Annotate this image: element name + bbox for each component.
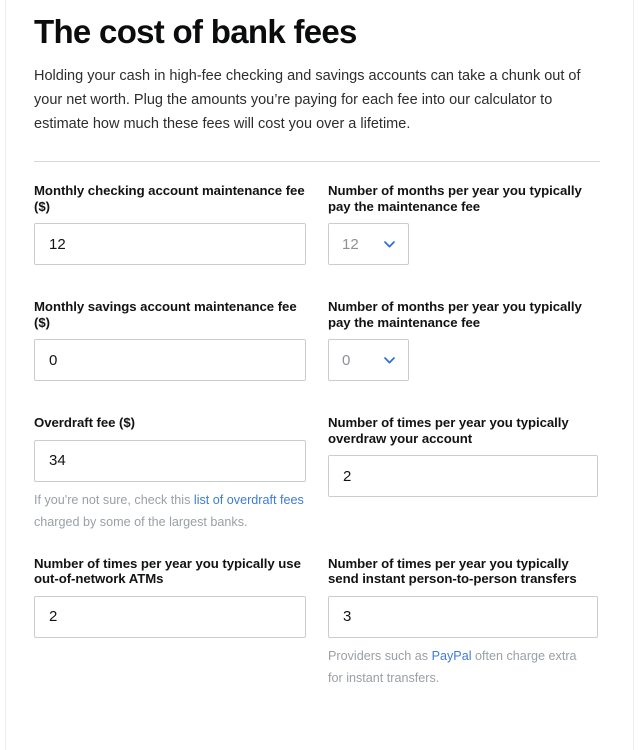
atm-count-input[interactable] [34, 596, 306, 638]
field-label-checking-months: Number of months per year you typically pay the maintenance fee [328, 183, 582, 214]
savings-months-select-wrap [328, 339, 409, 381]
field-savings-fee [34, 299, 306, 381]
overdraft-fee-input[interactable] [34, 440, 306, 482]
form-row-checking [34, 183, 600, 265]
form-row-overdraft [34, 415, 600, 533]
overdraft-helper-text [34, 489, 306, 533]
checking-months-select-wrap [328, 223, 409, 265]
overdraft-fees-link[interactable]: list of overdraft fees [193, 492, 304, 507]
field-label-atm-count: Number of times per year you typically use out-of-network ATMs [34, 555, 301, 586]
field-checking-months [328, 183, 598, 265]
field-label-overdraft-count: Number of times per year you typically overdraw your account [328, 415, 569, 446]
field-label-overdraft-fee: Overdraft fee ($) [34, 415, 136, 430]
p2p-helper-suffix: often charge extra for instant transfers. [328, 648, 577, 685]
p2p-helper-text [328, 645, 590, 689]
field-label-savings-months: Number of months per year you typically pay the maintenance fee [328, 299, 582, 330]
field-label-p2p-count: Number of times per year you typically send instant person-to-person transfers [328, 555, 577, 586]
field-p2p-count [328, 556, 598, 689]
overdraft-helper-suffix: charged by some of the largest banks. [34, 514, 248, 529]
field-label-checking-fee: Monthly checking account maintenance fee ($) [34, 183, 305, 214]
checking-months-select[interactable] [328, 223, 409, 265]
field-atm-count [34, 556, 306, 689]
form-row-atm-p2p [34, 556, 600, 689]
section-divider [34, 161, 600, 162]
page-title: The cost of bank fees [34, 13, 357, 50]
checking-fee-input[interactable] [34, 223, 306, 265]
overdraft-count-input[interactable] [328, 455, 598, 497]
p2p-helper-prefix: Providers such as [328, 648, 432, 663]
field-overdraft-fee [34, 415, 306, 533]
form-row-savings [34, 299, 600, 381]
fees-form [34, 183, 600, 689]
page-intro-paragraph: Holding your cash in high-fee checking and savings accounts can take a chunk out of your net worth. Plug the amounts you’re paying for each fee into our calculator to estimate how much these fees will cost you over a lifetime. [34, 68, 581, 132]
field-savings-months [328, 299, 598, 381]
field-checking-fee [34, 183, 306, 265]
savings-fee-input[interactable] [34, 339, 306, 381]
field-label-savings-fee: Monthly savings account maintenance fee ($) [34, 299, 297, 330]
overdraft-helper-prefix: If you're not sure, check this [34, 492, 194, 507]
field-overdraft-count [328, 415, 598, 533]
paypal-link[interactable]: PayPal [431, 648, 472, 663]
savings-months-select[interactable] [328, 339, 409, 381]
p2p-count-input[interactable] [328, 596, 598, 638]
